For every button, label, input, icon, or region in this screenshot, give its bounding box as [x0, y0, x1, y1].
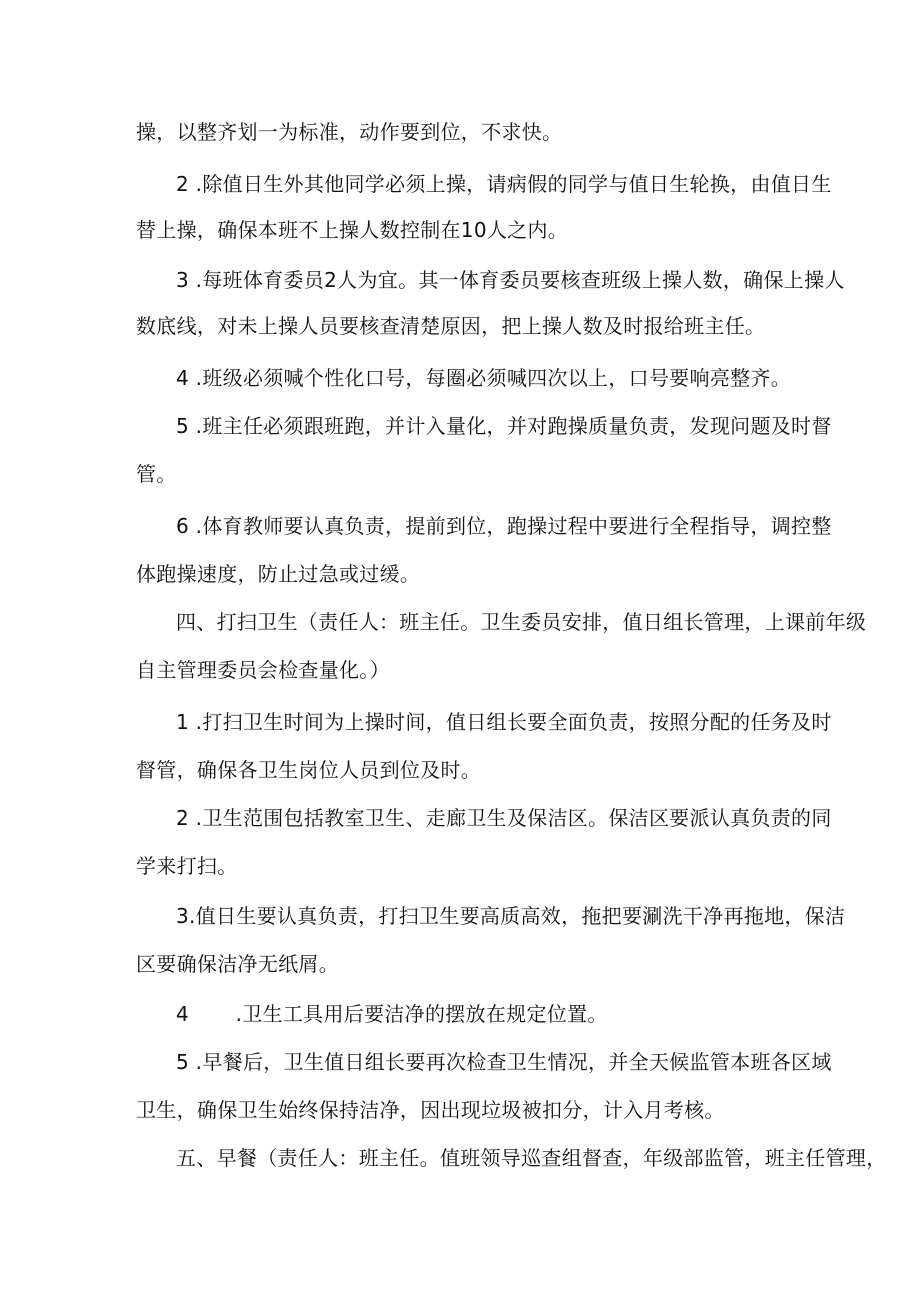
text-line: 替上操，确保本班不上操人数控制在10人之内。	[136, 218, 569, 242]
text-line: 体跑操速度，防止过急或过缓。	[136, 562, 421, 586]
text-line: 3 .每班体育委员2人为宜。其一体育委员要核查班级上操人数，确保上操人	[176, 268, 845, 292]
text-line: 6 .体育教师要认真负责，提前到位，跑操过程中要进行全程指导，调控整	[176, 514, 832, 538]
text-line: 四、打扫卫生（责任人：班主任。卫生委员安排，值日组长管理，上课前年级	[176, 610, 867, 634]
text-line: 督管，确保各卫生岗位人员到位及时。	[136, 758, 482, 782]
text-line: 五、早餐（责任人：班主任。值班领导巡查组督查，年级部监管，班主任管理，	[176, 1146, 887, 1170]
text-line: 5 .早餐后，卫生值日组长要再次检查卫生情况，并全天候监管本班各区域	[176, 1050, 832, 1074]
text-line: 学来打扫。	[136, 854, 238, 878]
text-line: 4 .班级必须喊个性化口号，每圈必须喊四次以上，口号要响亮整齐。	[176, 366, 792, 390]
text-line: 5 .班主任必须跟班跑，并计入量化，并对跑操质量负责，发现问题及时督	[176, 414, 832, 438]
text-line: 4 .卫生工具用后要洁净的摆放在规定位置。	[176, 1002, 608, 1026]
text-line: 管。	[136, 462, 177, 486]
text-line: 3.值日生要认真负责，打扫卫生要高质高效，拖把要涮洗干净再拖地，保洁	[176, 904, 846, 928]
text-line: 1 .打扫卫生时间为上操时间，值日组长要全面负责，按照分配的任务及时	[176, 710, 832, 734]
text-line: 数底线，对未上操人员要核查清楚原因，把上操人数及时报给班主任。	[136, 314, 766, 338]
text-line: 2 .卫生范围包括教室卫生、走廊卫生及保洁区。保洁区要派认真负责的同	[176, 806, 832, 830]
text-line: 操，以整齐划一为标准，动作要到位，不求快。	[136, 120, 563, 144]
text-line: 2 .除值日生外其他同学必须上操，请病假的同学与值日生轮换，由值日生	[176, 172, 832, 196]
text-line: 自主管理委员会检查量化。）	[136, 658, 390, 682]
text-line: 卫生，确保卫生始终保持洁净，因出现垃圾被扣分，计入月考核。	[136, 1098, 725, 1122]
text-line: 区要确保洁净无纸屑。	[136, 952, 339, 976]
